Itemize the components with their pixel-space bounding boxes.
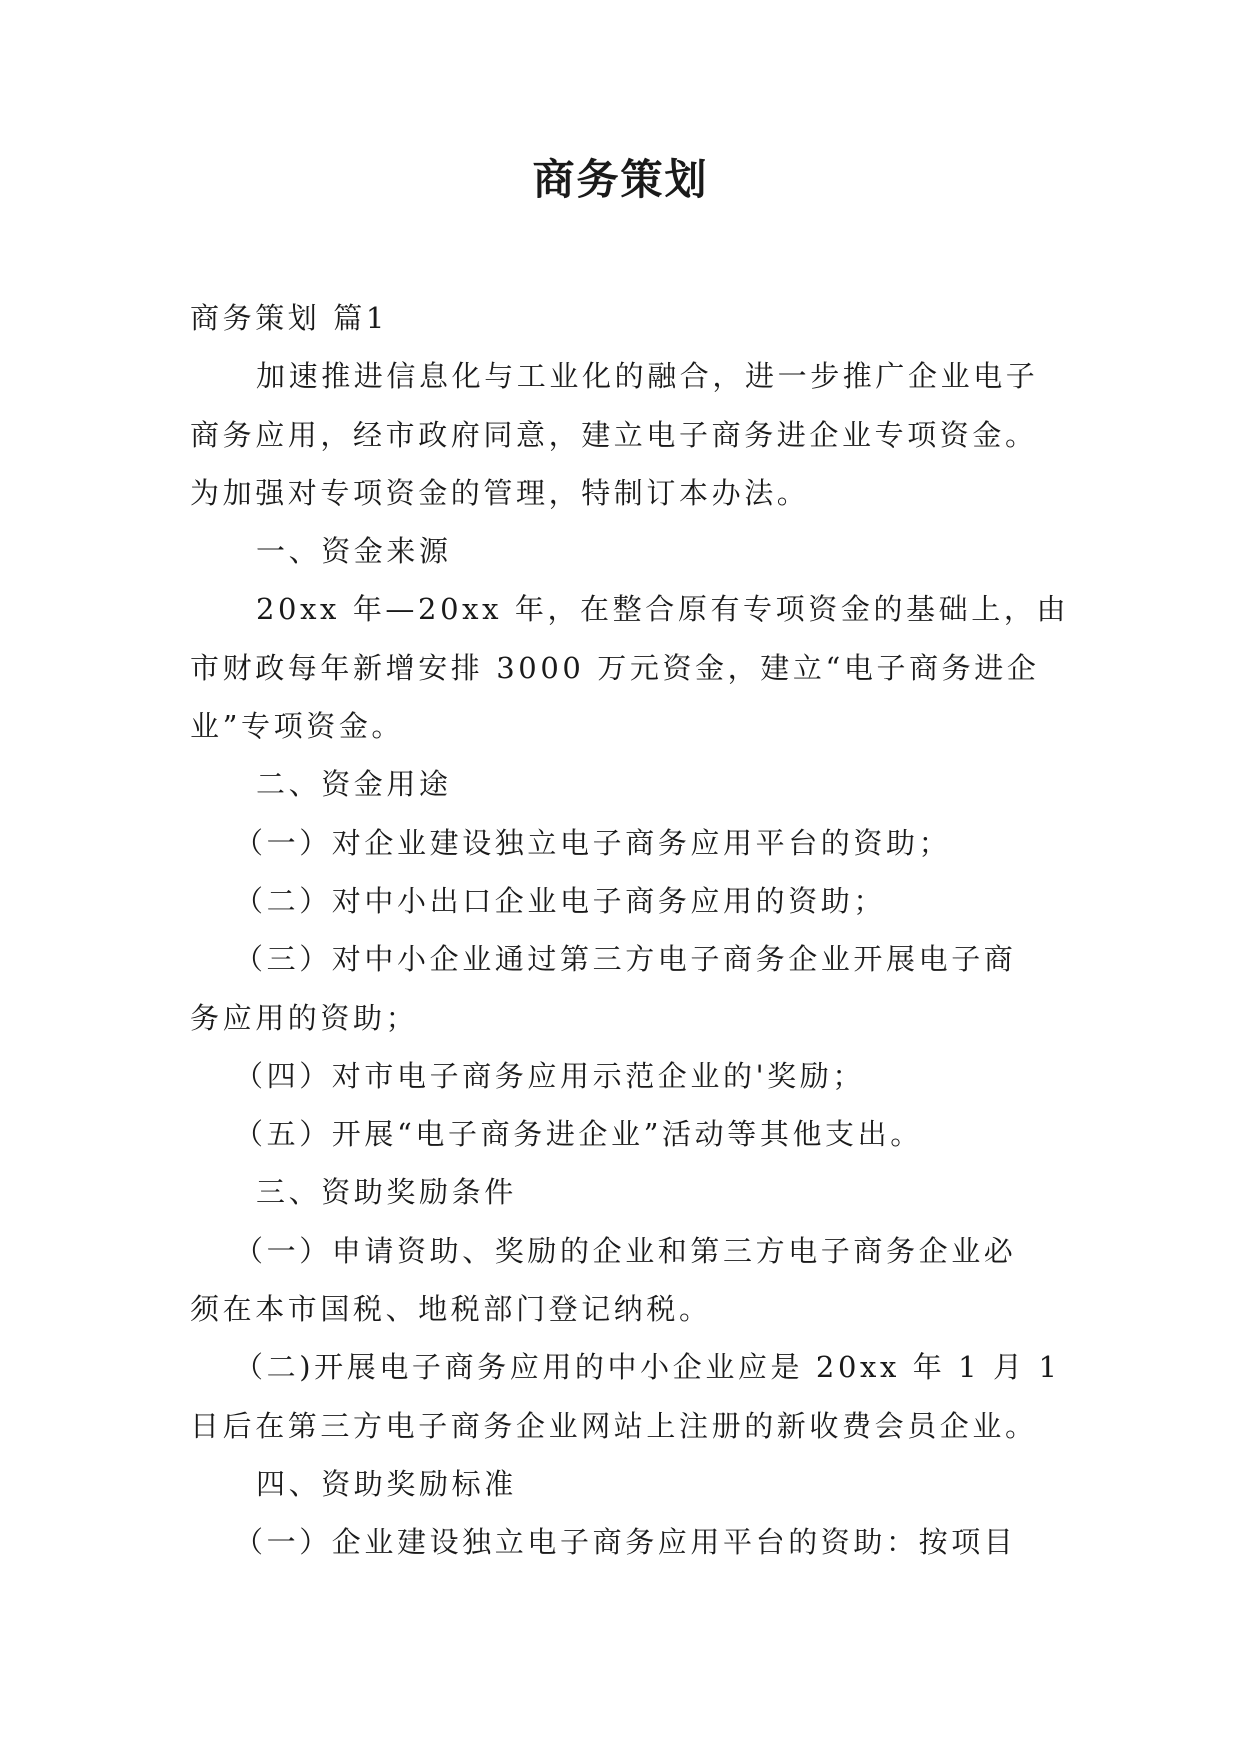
subsection-heading: 四、资助奖励标准 <box>256 1466 517 1501</box>
list-item: （二)开展电子商务应用的中小企业应是 20xx 年 1 月 1 <box>234 1350 1061 1385</box>
subsection-heading: 一、资金来源 <box>256 534 452 569</box>
paragraph-line: 市财政每年新增安排 3000 万元资金，建立“电子商务进企 <box>190 650 1040 685</box>
document-body <box>190 289 1070 1572</box>
paragraph-line: 务应用的资助； <box>190 1000 419 1035</box>
paragraph-line: 业”专项资金。 <box>190 709 405 744</box>
list-item: （二）对中小出口企业电子商务应用的资助； <box>234 883 887 918</box>
list-item: （四）对市电子商务应用示范企业的'奖励； <box>234 1058 865 1093</box>
list-item: （一）申请资助、奖励的企业和第三方电子商务企业必 <box>234 1233 1017 1268</box>
paragraph-line: 商务应用，经市政府同意，建立电子商务进企业专项资金。 <box>190 417 1038 452</box>
subsection-heading: 三、资助奖励条件 <box>256 1175 517 1210</box>
paragraph-line: 须在本市国税、地税部门登记纳税。 <box>190 1292 712 1327</box>
list-item: （三）对中小企业通过第三方电子商务企业开展电子商 <box>234 942 1017 977</box>
paragraph-line: 为加强对专项资金的管理，特制订本办法。 <box>190 475 810 510</box>
document-title: 商务策划 <box>532 155 709 204</box>
subsection-heading: 二、资金用途 <box>256 767 452 802</box>
list-item: （一）对企业建设独立电子商务应用平台的资助； <box>234 825 952 860</box>
list-item: （一）企业建设独立电子商务应用平台的资助：按项目 <box>234 1525 1017 1560</box>
list-item: （五）开展“电子商务进企业”活动等其他支出。 <box>234 1117 923 1152</box>
paragraph-line: 日后在第三方电子商务企业网站上注册的新收费会员企业。 <box>190 1408 1038 1443</box>
section-heading: 商务策划 篇1 <box>190 301 388 335</box>
paragraph-line: 20xx 年—20xx 年，在整合原有专项资金的基础上，由 <box>256 592 1070 627</box>
paragraph-line: 加速推进信息化与工业化的融合，进一步推广企业电子 <box>256 359 1039 394</box>
